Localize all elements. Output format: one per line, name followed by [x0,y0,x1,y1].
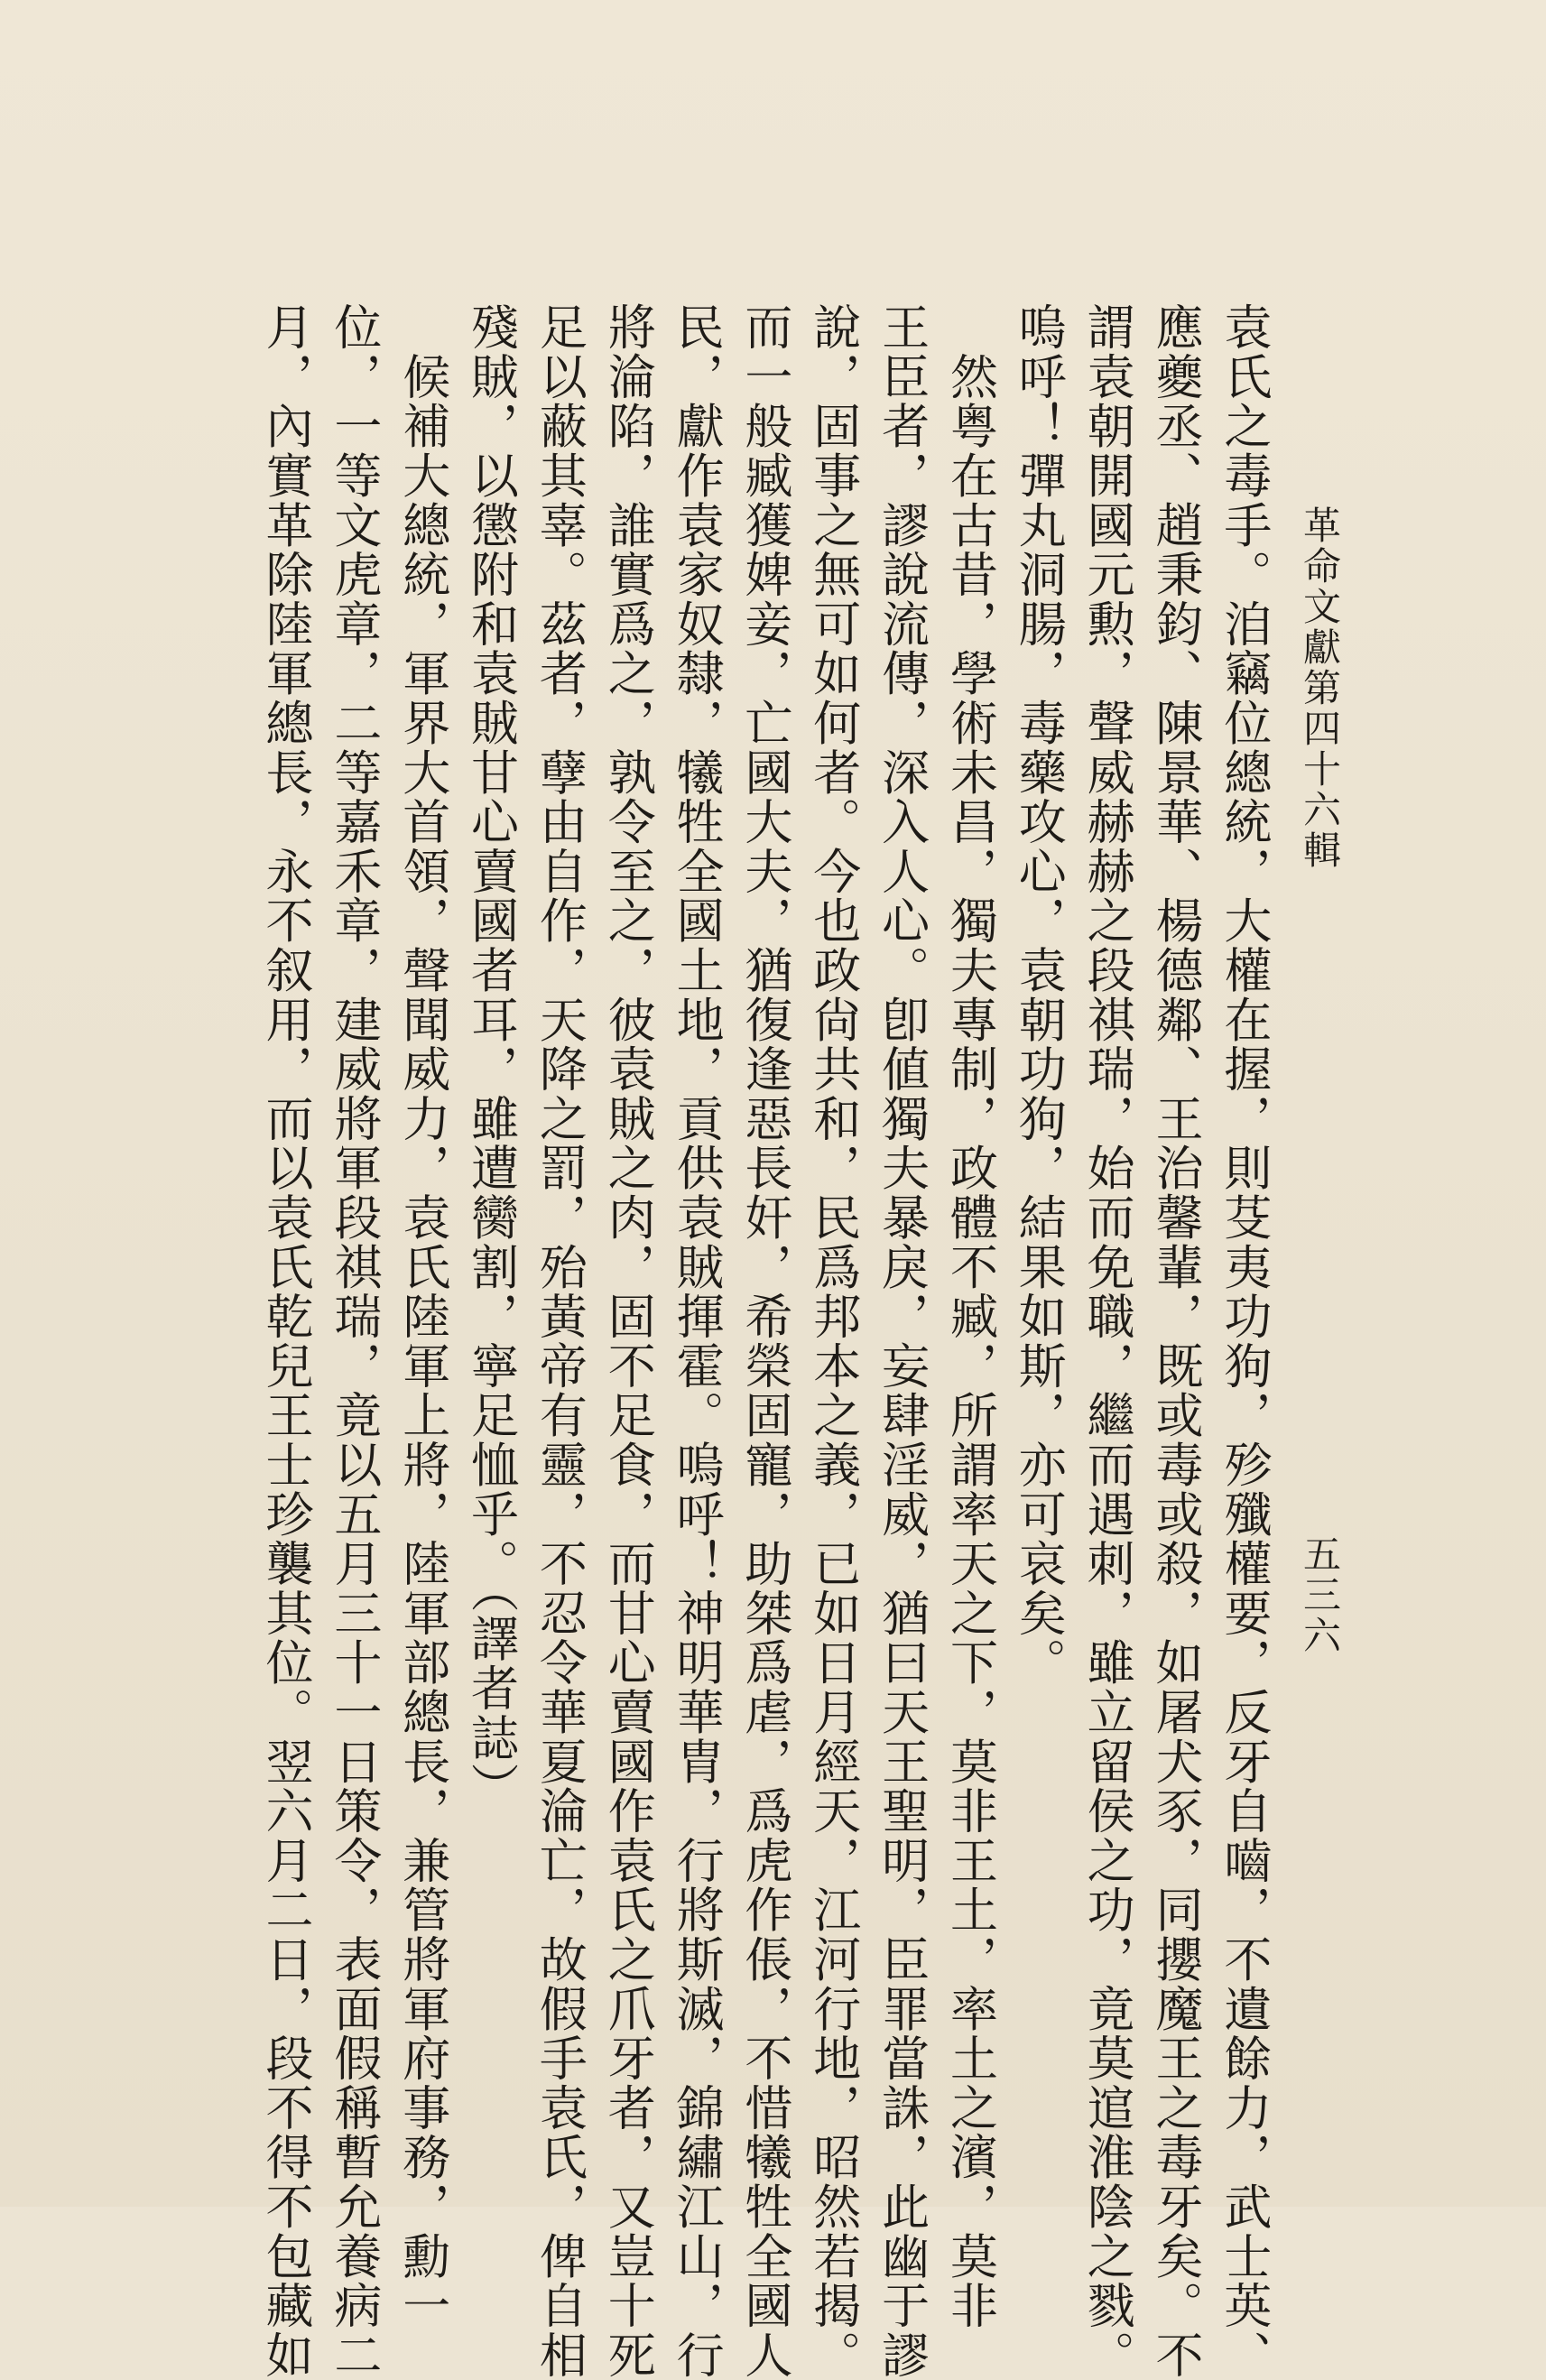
text-column: 王臣者，謬說流傳，深入人心。卽値獨夫暴戾，妄肆淫威，猶曰天王聖明，臣罪當誅，此幽于謬 [874,302,930,2380]
text-column: 然粤在古昔，學術未昌，獨夫專制，政體不臧，所謂率天之下，莫非王土，率土之濱，莫非 [942,302,998,2330]
text-column: 而一般臧獲婢妾，亡國大夫，猶復逢惡長奸，希榮固寵，助桀爲虐，爲虎作倀，不惜犧牲全國人 [736,302,792,2380]
text-column: 應夔丞、趙秉鈞、陳景華、楊德鄰、王治馨輩，既或毒或殺，如屠犬豕，同攖魔王之毒牙矣。不 [1147,302,1203,2380]
text-column: 殘賊，以懲附和袁賊甘心賣國者耳，雖遭臠割，寧足恤乎。（譯者誌） [463,302,519,1812]
running-title: 革命文獻第四十六輯 [1298,505,1342,871]
text-column: 謂袁朝開國元勲，聲威赫赫之段祺瑞，始而免職，繼而遇刺，雖立留侯之功，竟莫逭淮陰之戮。 [1079,302,1135,2380]
text-column: 位，一等文虎章，二等嘉禾章，建威將軍段祺瑞，竟以五月三十一日策令，表面假稱暫允養病二 [326,302,382,2380]
text-column: 將淪陷，誰實爲之，孰令至之，彼袁賊之肉，固不足食，而甘心賣國作袁氏之爪牙者，又豈十死 [600,302,656,2380]
text-column: 民，獻作袁家奴隸，犧牲全國土地，貢供袁賊揮霍。嗚呼！神明華胄，行將斯滅，錦繡江山，行 [669,302,725,2380]
text-column: 足以蔽其辜。茲者，孽由自作，天降之罰，殆黃帝有靈，不忍令華夏淪亡，故假手袁氏，俾自相 [532,302,588,2380]
text-column: 月，內實革除陸軍總長，永不叙用，而以袁氏乾兒王士珍襲其位。翌六月二日，段不得不包藏如 [258,302,313,2380]
page-number: 五三六 [1298,1534,1342,1656]
body-text [258,302,1272,2380]
text-column: 候補大總統，軍界大首領，聲聞威力，袁氏陸軍上將，陸軍部總長，兼管將軍府事務，勳一 [394,302,450,2330]
text-column: 說，固事之無可如何者。今也政尙共和，民爲邦本之義，已如日月經天，江河行地，昭然若揭。 [805,302,861,2380]
text-column: 嗚呼！彈丸洞腸，毒藥攻心，袁朝功狗，結果如斯，亦可哀矣。 [1011,302,1067,1688]
text-column: 袁氏之毒手。洎竊位總統，大權在握，則芟夷功狗，殄殲權要，反牙自嚙，不遺餘力，武士英、 [1216,302,1272,2380]
